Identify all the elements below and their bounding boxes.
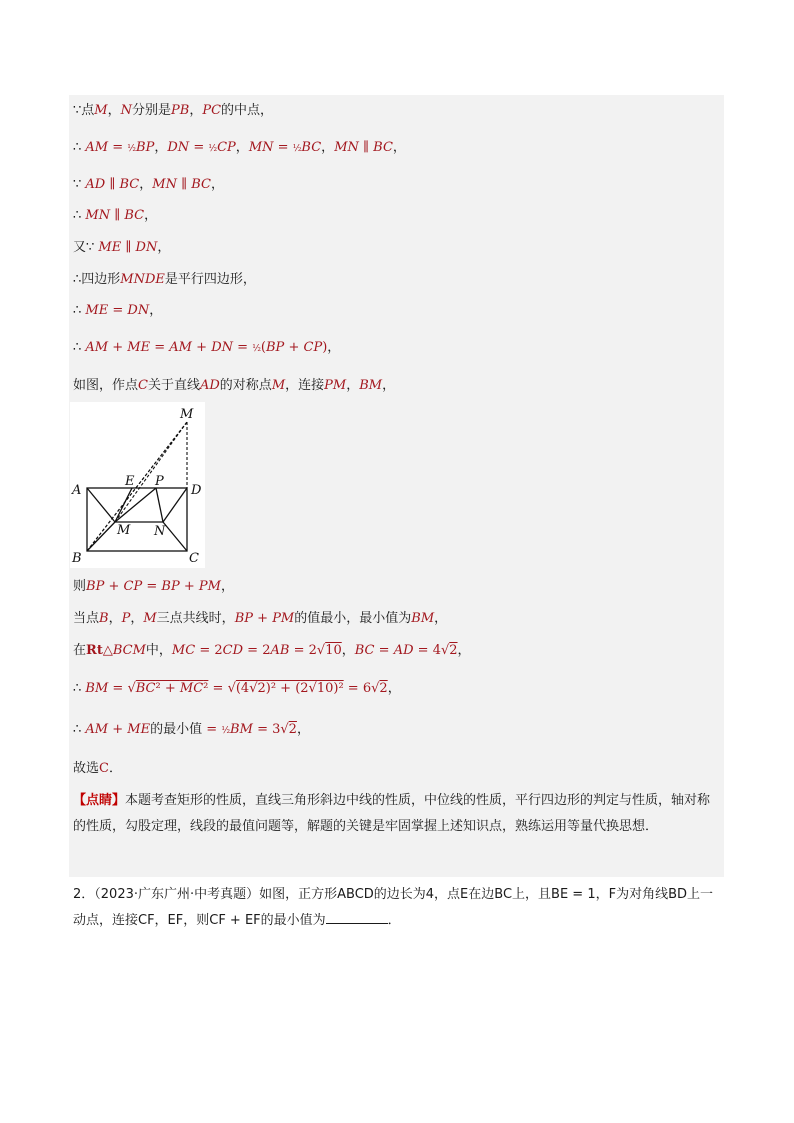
- label-M-top: M: [180, 407, 194, 422]
- line-13: ∴ BM = √BC² + MC² = √(4√2)² + (2√10)² = 6√2，: [73, 681, 401, 696]
- label-P: P: [155, 474, 164, 489]
- label-E: E: [125, 474, 135, 489]
- line-9: 如图，作点C关于直线AD的对称点M，连接PM，BM，: [73, 378, 396, 393]
- label-C: C: [189, 551, 199, 566]
- line-1: ∵点M，N分别是PB，PC的中点，: [73, 103, 274, 118]
- question-2: [73, 882, 723, 934]
- label-A: A: [72, 483, 82, 498]
- label-D: D: [191, 483, 202, 498]
- line-6: ∴四边形MNDE是平行四边形，: [73, 272, 256, 287]
- label-N: N: [154, 524, 166, 539]
- line-12: 在Rt△BCM中，MC = 2CD = 2AB = 2√10，BC = AD = 4√2，: [73, 643, 471, 658]
- question-text: 2．（2023·广东广州·中考真题）如图，正方形ABCD的边长为4，点E在边BC上，且BE = 1，F为对角线BD上一动点，连接CF，EF，则CF + EF的最小值为: [73, 887, 714, 928]
- line-14: ∴ AM + ME的最小值 = ½BM = 3√2，: [73, 722, 310, 737]
- line-2: ∴ AM = ½BP，DN = ½CP，MN = ½BC，MN ∥ BC，: [73, 140, 406, 155]
- note-tag: 【点睛】: [73, 793, 126, 808]
- line-5: 又∵ ME ∥ DN，: [73, 240, 171, 255]
- line-15: 故选C．: [73, 761, 122, 776]
- note-text: 本题考查矩形的性质，直线三角形斜边中线的性质，中位线的性质，平行四边形的判定与性质，轴对称的性质，勾股定理，线段的最值问题等，解题的关键是牢固掌握上述知识点，熟练运用等量代换思想．: [73, 793, 711, 834]
- geometry-figure: [70, 402, 205, 568]
- answer-blank: [326, 911, 388, 924]
- line-8: ∴ AM + ME = AM + DN = ½(BP + CP)，: [73, 340, 341, 355]
- label-M: M: [117, 523, 131, 538]
- line-7: ∴ ME = DN，: [73, 303, 163, 318]
- line-10: 则BP + CP = BP + PM，: [73, 579, 234, 594]
- line-3: ∵ AD ∥ BC，MN ∥ BC，: [73, 177, 225, 192]
- key-point-note: [73, 788, 723, 840]
- question-end: ．: [387, 913, 401, 928]
- label-B: B: [72, 551, 82, 566]
- line-4: ∴ MN ∥ BC，: [73, 208, 158, 223]
- line-11: 当点B，P，M三点共线时，BP + PM的值最小，最小值为BM，: [73, 611, 448, 626]
